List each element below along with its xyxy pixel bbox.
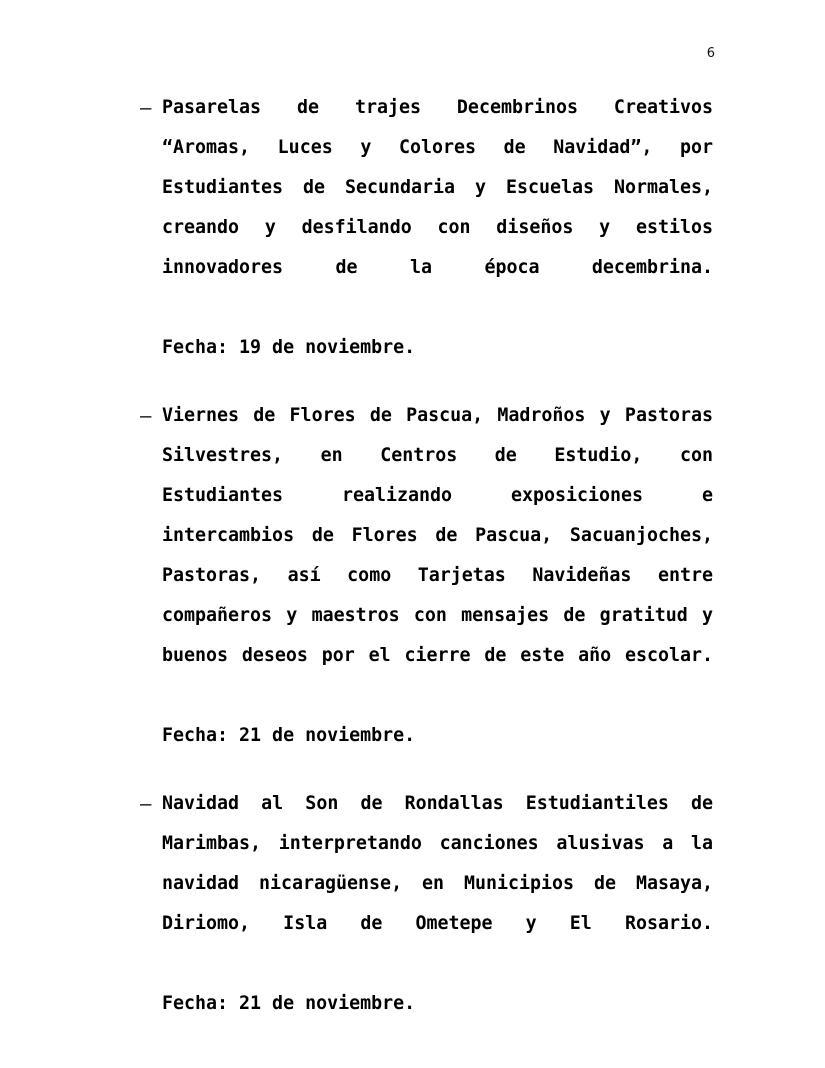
list-item — [140, 396, 713, 756]
list-item-body: Pasarelas de trajes Decembrinos Creativos “Aromas, Luces y Colores de Navidad”, por Estudiantes de Secundaria y Escuelas Normales, creando y desfilando con diseños y estilos innovadores de la época decembrina. — [162, 97, 713, 278]
bullet-dash-icon: – — [140, 793, 152, 815]
list-item-date: Fecha: 19 de noviembre. — [162, 337, 416, 358]
document-body — [140, 88, 713, 1024]
list-item — [140, 784, 713, 1024]
bullet-dash-icon: – — [140, 97, 152, 119]
list-item-date: Fecha: 21 de noviembre. — [162, 725, 416, 746]
list-item-body: Viernes de Flores de Pascua, Madroños y Pastoras Silvestres, en Centros de Estudio, con Estudiantes realizando exposiciones e intercambios de Flores de Pascua, Sacuanjoches, Pastoras, así como Tarjetas Navideñas entre compañeros y maestros con mensajes de gratitud y buenos deseos por el cierre de este año escolar. — [162, 405, 713, 666]
bullet-dash-icon: – — [140, 405, 152, 427]
list-item-date: Fecha: 21 de noviembre. — [162, 993, 416, 1014]
list-item — [140, 88, 713, 368]
page-number: 6 — [706, 46, 715, 61]
list-item-body: Navidad al Son de Rondallas Estudiantiles de Marimbas, interpretando canciones alusivas a la navidad nicaragüense, en Municipios de Masaya, Diriomo, Isla de Ometepe y El Rosario. — [162, 793, 713, 934]
